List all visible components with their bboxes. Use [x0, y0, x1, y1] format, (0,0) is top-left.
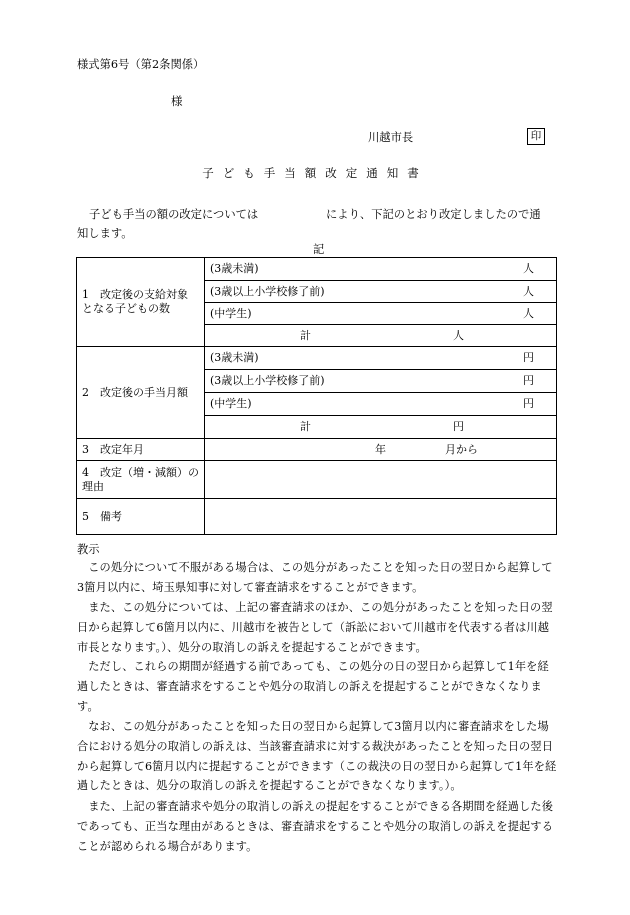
document-title: 子ども手当額改定通知書 — [202, 166, 428, 180]
revision-table — [76, 257, 557, 535]
section1-label: 1 改定後の支給対象 となる子どもの数 — [77, 258, 205, 347]
section1-row-junior-high[interactable]: (中学生) 人 — [205, 303, 557, 325]
form-number: 様式第6号（第2条関係） — [77, 58, 205, 71]
notice-paragraph-5: また、上記の審査請求や処分の取消しの訴えの提起をすることができる各期間を経過した後であっても、正当な理由があるときは、審査請求をすることや処分の取消しの訴えを提起することが認められる場合があります。 — [77, 800, 554, 853]
notice-paragraph-4: なお、この処分があったことを知った日の翌日から起算して3箇月以内に審査請求をした場合における処分の取消しの訴えは、当該審査請求に対する裁決があったことを知った日の翌日から起算して6箇月以内に提起することができます（この裁決の日の翌日から起算して1年を経過したときは、処分の取消しの訴えを提起することができなくなります。）。 — [77, 720, 557, 793]
section5-label: 5 備考 — [77, 499, 205, 535]
notice-paragraph-3: ただし、これらの期間が経過する前であっても、この処分の日の翌日から起算して1年を経過したときは、審査請求をすることや処分の取消しの訴えを提起することができなくなります。 — [77, 660, 549, 713]
section1-row-under3[interactable]: (3歳未満) 人 — [205, 258, 557, 281]
table-row — [77, 347, 557, 370]
section2-row-preschool[interactable]: (3歳以上小学校修了前) 円 — [205, 370, 557, 393]
section2-label: 2 改定後の手当月額 — [77, 347, 205, 439]
intro-line-2: 知します。 — [77, 227, 133, 240]
section1-row-preschool[interactable]: (3歳以上小学校修了前) 人 — [205, 281, 557, 303]
notice-heading: 教示 — [77, 543, 100, 556]
section2-row-under3[interactable]: (3歳未満) 円 — [205, 347, 557, 370]
seal-stamp-box: 印 — [527, 128, 545, 145]
table-row — [77, 461, 557, 499]
table-row — [77, 258, 557, 281]
section1-total[interactable]: 計 人 — [205, 325, 557, 347]
table-row — [77, 499, 557, 535]
notice-paragraph-2: また、この処分については、上記の審査請求のほか、この処分があったことを知った日の翌日から起算して6箇月以内に、川越市を被告として（訴訟において川越市を代表する者は川越市長となります。）、処分の取消しの訴えを提起することができます。 — [77, 601, 553, 654]
intro-line-1: 子ども手当の額の改定については により、下記のとおり改定しましたので通 — [89, 208, 541, 221]
notice-paragraph-1: この処分について不服がある場合は、この処分があったことを知った日の翌日から起算して3箇月以内に、埼玉県知事に対して審査請求をすることができます。 — [77, 561, 553, 594]
reason-field[interactable] — [205, 461, 557, 499]
section4-label: 4 改定（増・減額）の 理由 — [77, 461, 205, 499]
addressee-suffix: 様 — [171, 94, 183, 108]
issuer-name: 川越市長 — [368, 131, 414, 144]
section3-label: 3 改定年月 — [77, 439, 205, 461]
section2-total[interactable]: 計 円 — [205, 416, 557, 439]
remarks-field[interactable] — [205, 499, 557, 535]
section2-row-junior-high[interactable]: (中学生) 円 — [205, 393, 557, 416]
ki-heading: 記 — [313, 243, 325, 256]
table-row — [77, 439, 557, 461]
revision-date-field[interactable]: 年 月から — [205, 439, 557, 461]
